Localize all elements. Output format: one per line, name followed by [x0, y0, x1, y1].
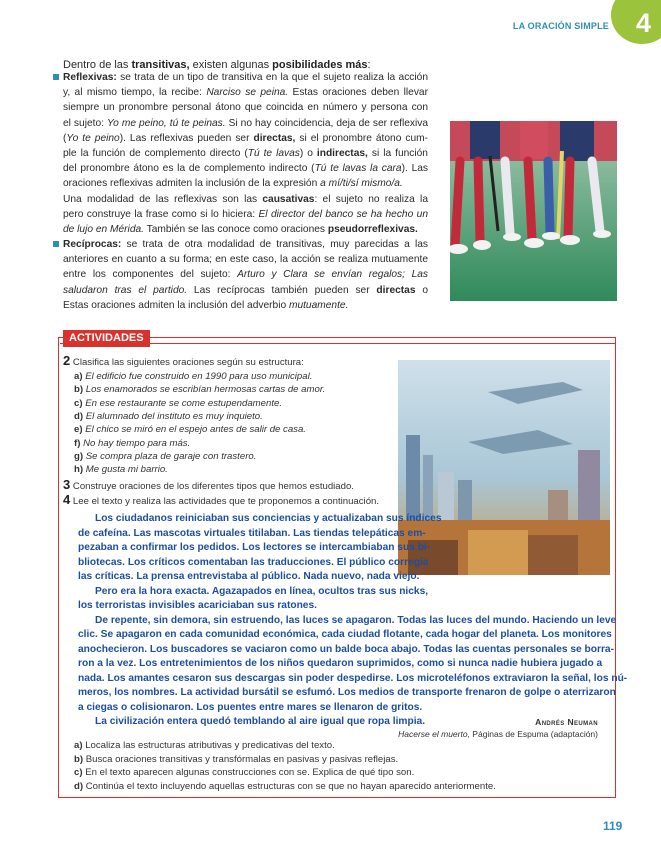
story-line: meros, los nombres. La actividad bursátil se esfumó. Los medios de transporte frenaron de golpe o aterrizaron	[78, 687, 616, 698]
q2-item-letter: e)	[74, 424, 86, 436]
q2-item-text: No hay tiempo para más.	[83, 437, 191, 449]
question-3-number: 3	[63, 477, 71, 492]
author-name	[535, 717, 598, 727]
q2-item-text: El chico se miró en el espejo antes de salir de casa.	[85, 424, 306, 436]
question-3	[63, 479, 354, 493]
page-number: 119	[603, 819, 623, 833]
q2-item-letter: f)	[74, 437, 84, 449]
chapter-number: 4	[635, 8, 651, 38]
question-3-text: Construye oraciones de los diferentes tipos que hemos estudiado.	[72, 481, 354, 492]
reciprocas-section	[63, 237, 428, 313]
q2-item	[74, 371, 312, 383]
causativas-paragraph	[63, 192, 428, 238]
question-4	[63, 494, 379, 508]
story-text	[78, 512, 627, 730]
story-line: a ciegas o colisionaron. Los puentes entre mares se llenaron de gritos.	[78, 701, 423, 713]
q4-item-letter: c)	[74, 767, 86, 778]
q2-item	[74, 384, 325, 396]
story-line: Pero era la hora exacta. Agazapados en línea, ocultos tras sus nicks,	[78, 585, 429, 597]
q2-item	[74, 424, 306, 436]
q2-item-text: Me gusta mi barrio.	[85, 464, 168, 476]
story-line: clic. Se apagaron en cada comunidad económica, cada ciudad flotante, cada hogar del planeta. Los monitores	[78, 629, 612, 640]
reciprocas-line: entre los componentes del sujeto: Arturo y Clara se envían regalos; Las	[63, 269, 428, 281]
q2-item-text: Se compra plaza de garaje con trastero.	[85, 450, 257, 462]
q2-item-letter: d)	[74, 410, 86, 422]
hockey-players-photo	[450, 121, 617, 301]
intro-bold-transitivas: transitivas,	[131, 59, 190, 71]
causativas-section	[63, 192, 428, 238]
story-line: pezaban a confirmar los pedidos. Los lectores se intercambiaban sus bi-	[78, 542, 431, 553]
reflexivas-section	[63, 70, 428, 192]
question-4-number: 4	[63, 492, 71, 507]
q2-item-letter: a)	[74, 371, 86, 382]
question-2-text: Clasifica las siguientes oraciones según su estructura:	[72, 357, 304, 368]
q4-item-text: Busca oraciones transitivas y transfórmalas en pasivas y pasivas reflejas.	[85, 753, 399, 765]
story-line: de cafeína. Las mascotas virtuales titilaban. Las tiendas telepáticas em-	[78, 527, 426, 539]
activities-tab: ACTIVIDADES	[63, 330, 150, 347]
publisher: Páginas de Espuma (adaptación)	[469, 729, 598, 739]
reciprocas-line: saludaron tras el partido. Las recíprocas también pueden ser directas o	[63, 284, 428, 296]
reflexivas-line: (Yo te peino). Las reflexivas pueden ser directas, si el pronombre átono cum-	[63, 132, 428, 144]
chapter-title: LA ORACIÓN SIMPLE	[512, 21, 609, 31]
reciprocas-line: anteriores en cuanto a su forma; en este caso, la acción se realiza mutuamente	[63, 254, 428, 266]
reflexivas-line: y, al mismo tiempo, la recibe: Narciso se peina. Estas oraciones deben llevar	[63, 87, 428, 99]
reflexivas-line: del pronombre átono es la de complemento indirecto (Tú te lavas la cara). Las	[63, 163, 428, 175]
reflexivas-line: oraciones reflexivas admiten la inclusión de la expresión a mí/ti/sí mismo/a.	[63, 178, 403, 190]
author-name-text: Andrés Neuman	[535, 717, 598, 727]
q2-item-letter: h)	[74, 464, 86, 476]
intro-text-mid: existen algunas	[189, 59, 273, 71]
q2-item-text: El edificio fue construido en 1990 para uso municipal.	[85, 371, 313, 382]
reflexivas-line: el sujeto: Yo me peino, tú te peinas. Si no hay coincidencia, deja de ser reflexiva	[63, 117, 428, 129]
q4-item-text: Localiza las estructuras atributivas y predicativas del texto.	[85, 740, 335, 751]
reflexivas-line: Reflexivas: se trata de un tipo de transitiva en la que el sujeto realiza la acción	[63, 72, 428, 83]
q2-item-text: El alumnado del instituto es muy inquieto.	[85, 410, 263, 422]
story-line: bliotecas. Los críticos comentaban las traducciones. El público corregía	[78, 556, 429, 568]
reciprocas-line: Estas oraciones admiten la inclusión del adverbio mutuamente.	[63, 299, 349, 311]
causativas-line: pero construye la frase como si lo hiciera: El director del banco se ha hecho un	[63, 209, 428, 221]
book-title: Hacerse el muerto,	[398, 729, 470, 739]
q4-item	[74, 767, 414, 779]
reflexivas-paragraph	[63, 70, 428, 192]
bullet-square-icon	[53, 74, 59, 80]
q4-item	[74, 740, 335, 752]
q2-item-text: Los enamorados se escribían hermosas cartas de amor.	[85, 384, 326, 396]
question-4-text: Lee el texto y realiza las actividades que te proponemos a continuación.	[72, 496, 380, 507]
q2-item	[74, 451, 256, 463]
story-line: los terroristas invisibles acariciaban sus ratones.	[78, 600, 317, 611]
question-2	[63, 355, 304, 369]
page-header	[0, 0, 661, 40]
story-line: las críticas. La prensa entrevistaba al público. Nada nuevo, nada viejo.	[78, 571, 420, 582]
q2-item-letter: g)	[74, 450, 86, 462]
q4-item-letter: d)	[74, 780, 86, 792]
reciprocas-line: Recíprocas: se trata de otra modalidad de transitivas, muy parecidas a las	[63, 239, 428, 250]
intro-text: Dentro de las	[63, 59, 132, 71]
q4-item-letter: b)	[74, 753, 86, 765]
q2-item	[74, 438, 190, 450]
q2-item	[74, 411, 263, 423]
reflexivas-line: ple la función de complemento directo (Tú te lavas) o indirectas, si la función	[63, 147, 428, 159]
bullet-square-icon	[53, 241, 59, 247]
causativas-line: de lujo en Mérida. También se las conoce como oraciones pseudorreflexivas.	[63, 224, 418, 236]
reflexivas-line: siempre un pronombre personal átono que coincida en número y persona con	[63, 102, 428, 114]
q4-item-letter: a)	[74, 740, 86, 751]
q2-item	[74, 398, 282, 410]
q4-item	[74, 754, 398, 766]
causativas-line: Una modalidad de las reflexivas son las causativas: el sujeto no realiza la	[63, 194, 428, 205]
intro-text-end: :	[367, 59, 371, 71]
story-line: Los ciudadanos reiniciaban sus conciencias y actualizaban sus índices	[78, 513, 442, 524]
q4-item-text: Continúa el texto incluyendo aquellas estructuras con se que no hayan aparecido anteriormente.	[85, 780, 496, 792]
story-line: nada. Los amantes cesaron sus descargas sin poder despedirse. Los microteléfonos extraviaron la señal, los nú-	[78, 672, 628, 684]
q2-item-letter: b)	[74, 384, 86, 396]
q4-item	[74, 781, 496, 793]
story-line: anochecieron. Los buscadores se vaciaron como un balde boca abajo. Todas las cuentas personales se borra-	[78, 643, 614, 655]
story-line: ron a la vez. Los entretenimientos de los niños quedaron suprimidos, como si nunca nadie hubiera jugado a	[78, 658, 603, 669]
q2-item-text: En ese restaurante se come estupendamente.	[85, 397, 282, 409]
story-line: De repente, sin demora, sin estruendo, las luces se apagaron. Todas las luces del mundo. Haciendo un leve	[78, 614, 617, 626]
intro-bold-posibilidades: posibilidades más	[272, 59, 368, 71]
q2-item-letter: c)	[74, 397, 86, 409]
q2-item	[74, 464, 168, 476]
q4-item-text: En el texto aparecen algunas construcciones con se. Explica de qué tipo son.	[85, 767, 415, 778]
question-2-number: 2	[63, 353, 71, 368]
author-source	[398, 729, 598, 739]
reciprocas-paragraph	[63, 237, 428, 313]
story-line: La civilización entera quedó temblando al aire igual que ropa limpia.	[78, 716, 426, 727]
